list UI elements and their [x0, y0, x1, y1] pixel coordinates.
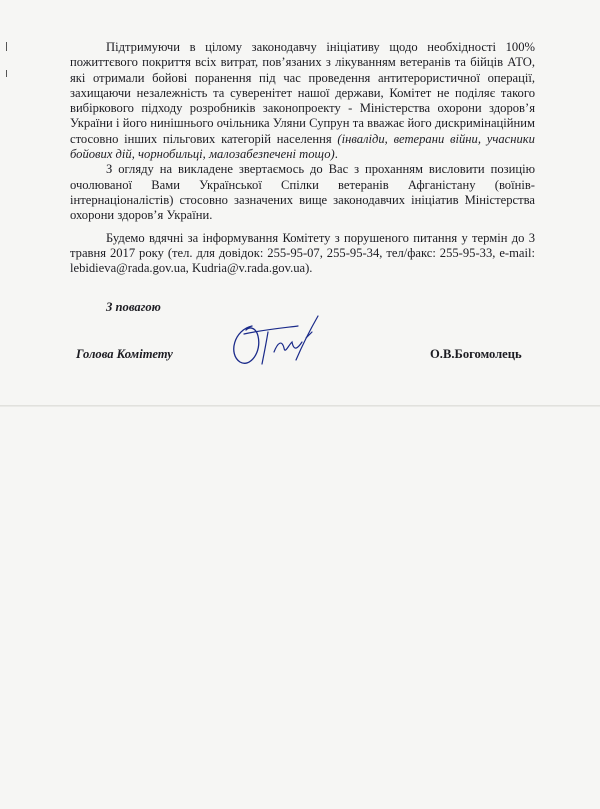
paragraph-support [70, 40, 535, 162]
signatory-name: О.В.Богомолець [430, 347, 522, 361]
letter-body [70, 40, 535, 276]
paragraph-request: З огляду на викладене звертаємось до Вас з проханням висловити позицію очолюваної Вами Української Спілки ветеранів Афганістану (воїнів-інтернаціоналістів) стосовно зазначених вище законодавчих ініціатив Міністерства охорони здоров’я України. [70, 162, 535, 223]
paragraph-support-text: Підтримуючи в цілому законодавчу ініціативу щодо необхідності 100% пожиттєвого покриття всіх витрат, пов’язаних з лікуванням ветеранів та бійців АТО, які отримали бойові поранення під час проведення антитерористичної операції, захищаючи незалежність та суверенітет нашої держави, Комітет не поділяє такого вибіркового підходу розробників законопроекту - Міністерства охорони здоров’я України і його нинішнього очільника Уляни Супрун та вважає його дискримінаційним стосовно інших пільгових категорій населення [70, 40, 535, 146]
paragraph-support-end: . [334, 147, 338, 162]
edge-mark [6, 42, 7, 51]
closing-phrase: З повагою [106, 300, 161, 314]
handwritten-signature [222, 312, 332, 374]
signatory-title: Голова Комітету [76, 347, 173, 361]
paragraph-contacts: Будемо вдячні за інформування Комітету з порушеного питання у термін до 3 травня 2017 року (тел. для довідок: 255-95-07, 255-95-34, тел/факс: 255-95-33, e-mail: lebidieva@rada.gov.ua, Kudria@v.rada.gov.ua). [70, 230, 535, 276]
page-fold-line [0, 405, 600, 407]
paragraph-support-categories: (інваліди, ветерани війни, учасники бойових дій, чорнобильці, малозабезпечені тощо) [70, 131, 535, 162]
edge-mark [6, 70, 7, 77]
